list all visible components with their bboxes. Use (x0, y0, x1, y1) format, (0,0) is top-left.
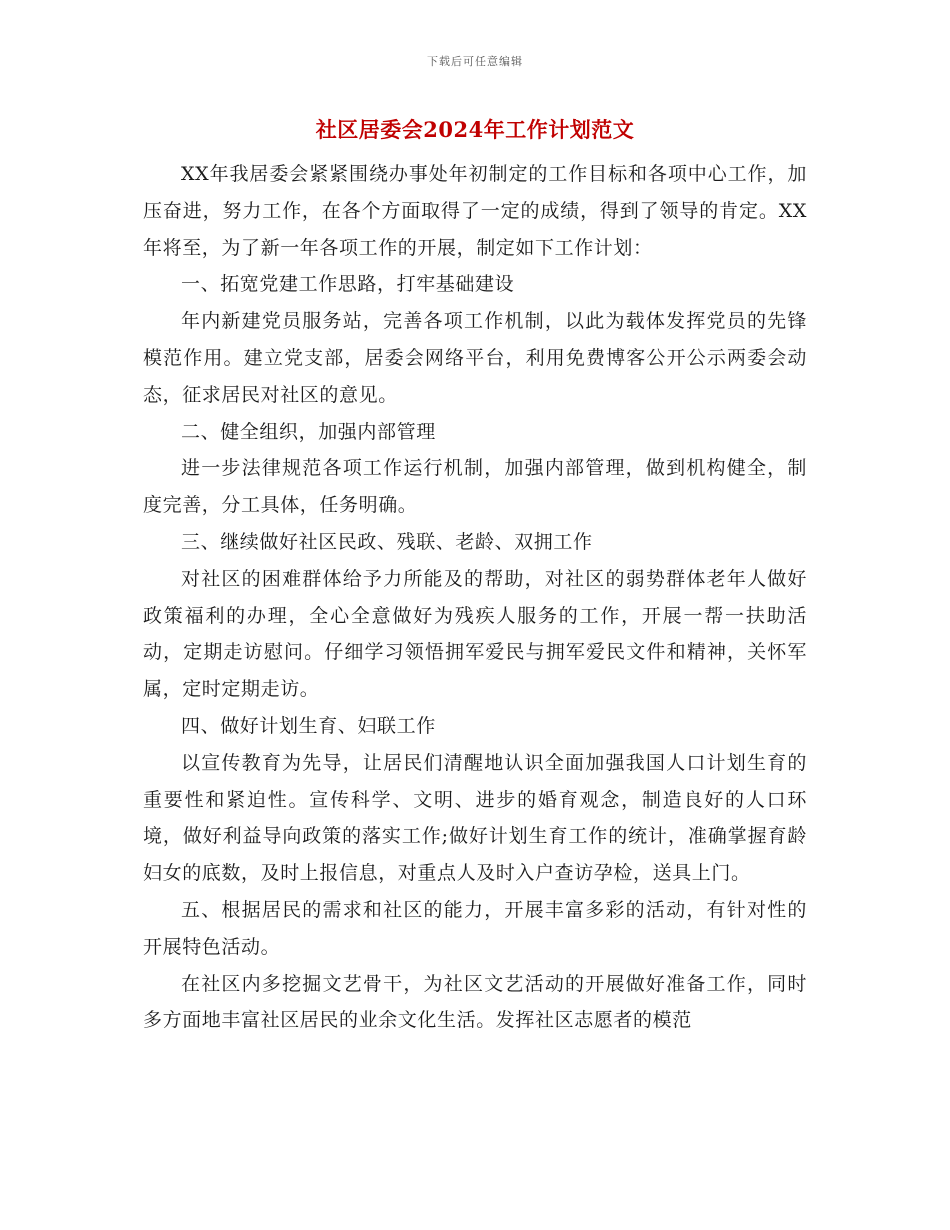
paragraph-2: 进一步法律规范各项工作运行机制，加强内部管理，做到机构健全，制度完善，分工具体，任务明确。 (143, 457, 807, 517)
document-body (143, 156, 807, 1039)
document-title: 社区居委会2024年工作计划范文 (315, 117, 635, 142)
section-heading-3: 三、继续做好社区民政、残联、老龄、双拥工作 (181, 530, 593, 553)
paragraph-5: 在社区内多挖掘文艺骨干，为社区文艺活动的开展做好准备工作，同时多方面地丰富社区居民的业余文化生活。发挥社区志愿者的模范 (143, 972, 807, 1032)
section-heading-4: 四、做好计划生育、妇联工作 (181, 714, 436, 737)
paragraph-4: 以宣传教育为先导，让居民们清醒地认识全面加强我国人口计划生育的重要性和紧迫性。宣传科学、文明、进步的婚育观念，制造良好的人口环境，做好利益导向政策的落实工作;做好计划生育工作的统计，准确掌握育龄妇女的底数，及时上报信息，对重点人及时入户查访孕检，送具上门。 (143, 751, 807, 885)
paragraph-1: 年内新建党员服务站，完善各项工作机制，以此为载体发挥党员的先锋模范作用。建立党支部，居委会网络平台，利用免费博客公开公示两委会动态，征求居民对社区的意见。 (143, 310, 807, 406)
paragraph-intro: XX年我居委会紧紧围绕办事处年初制定的工作目标和各项中心工作，加压奋进，努力工作，在各个方面取得了一定的成绩，得到了领导的肯定。XX年将至，为了新一年各项工作的开展，制定如下工作计划： (143, 163, 807, 259)
section-heading-2: 二、健全组织，加强内部管理 (181, 420, 436, 443)
header-note: 下载后可任意编辑 (427, 55, 523, 68)
section-heading-5: 五、根据居民的需求和社区的能力，开展丰富多彩的活动，有针对性的开展特色活动。 (143, 898, 807, 958)
section-heading-1: 一、拓宽党建工作思路，打牢基础建设 (181, 273, 515, 296)
paragraph-3: 对社区的困难群体给予力所能及的帮助，对社区的弱势群体老年人做好政策福利的办理，全心全意做好为残疾人服务的工作，开展一帮一扶助活动，定期走访慰问。仔细学习领悟拥军爱民与拥军爱民文件和精神，关怀军属，定时定期走访。 (143, 567, 807, 701)
